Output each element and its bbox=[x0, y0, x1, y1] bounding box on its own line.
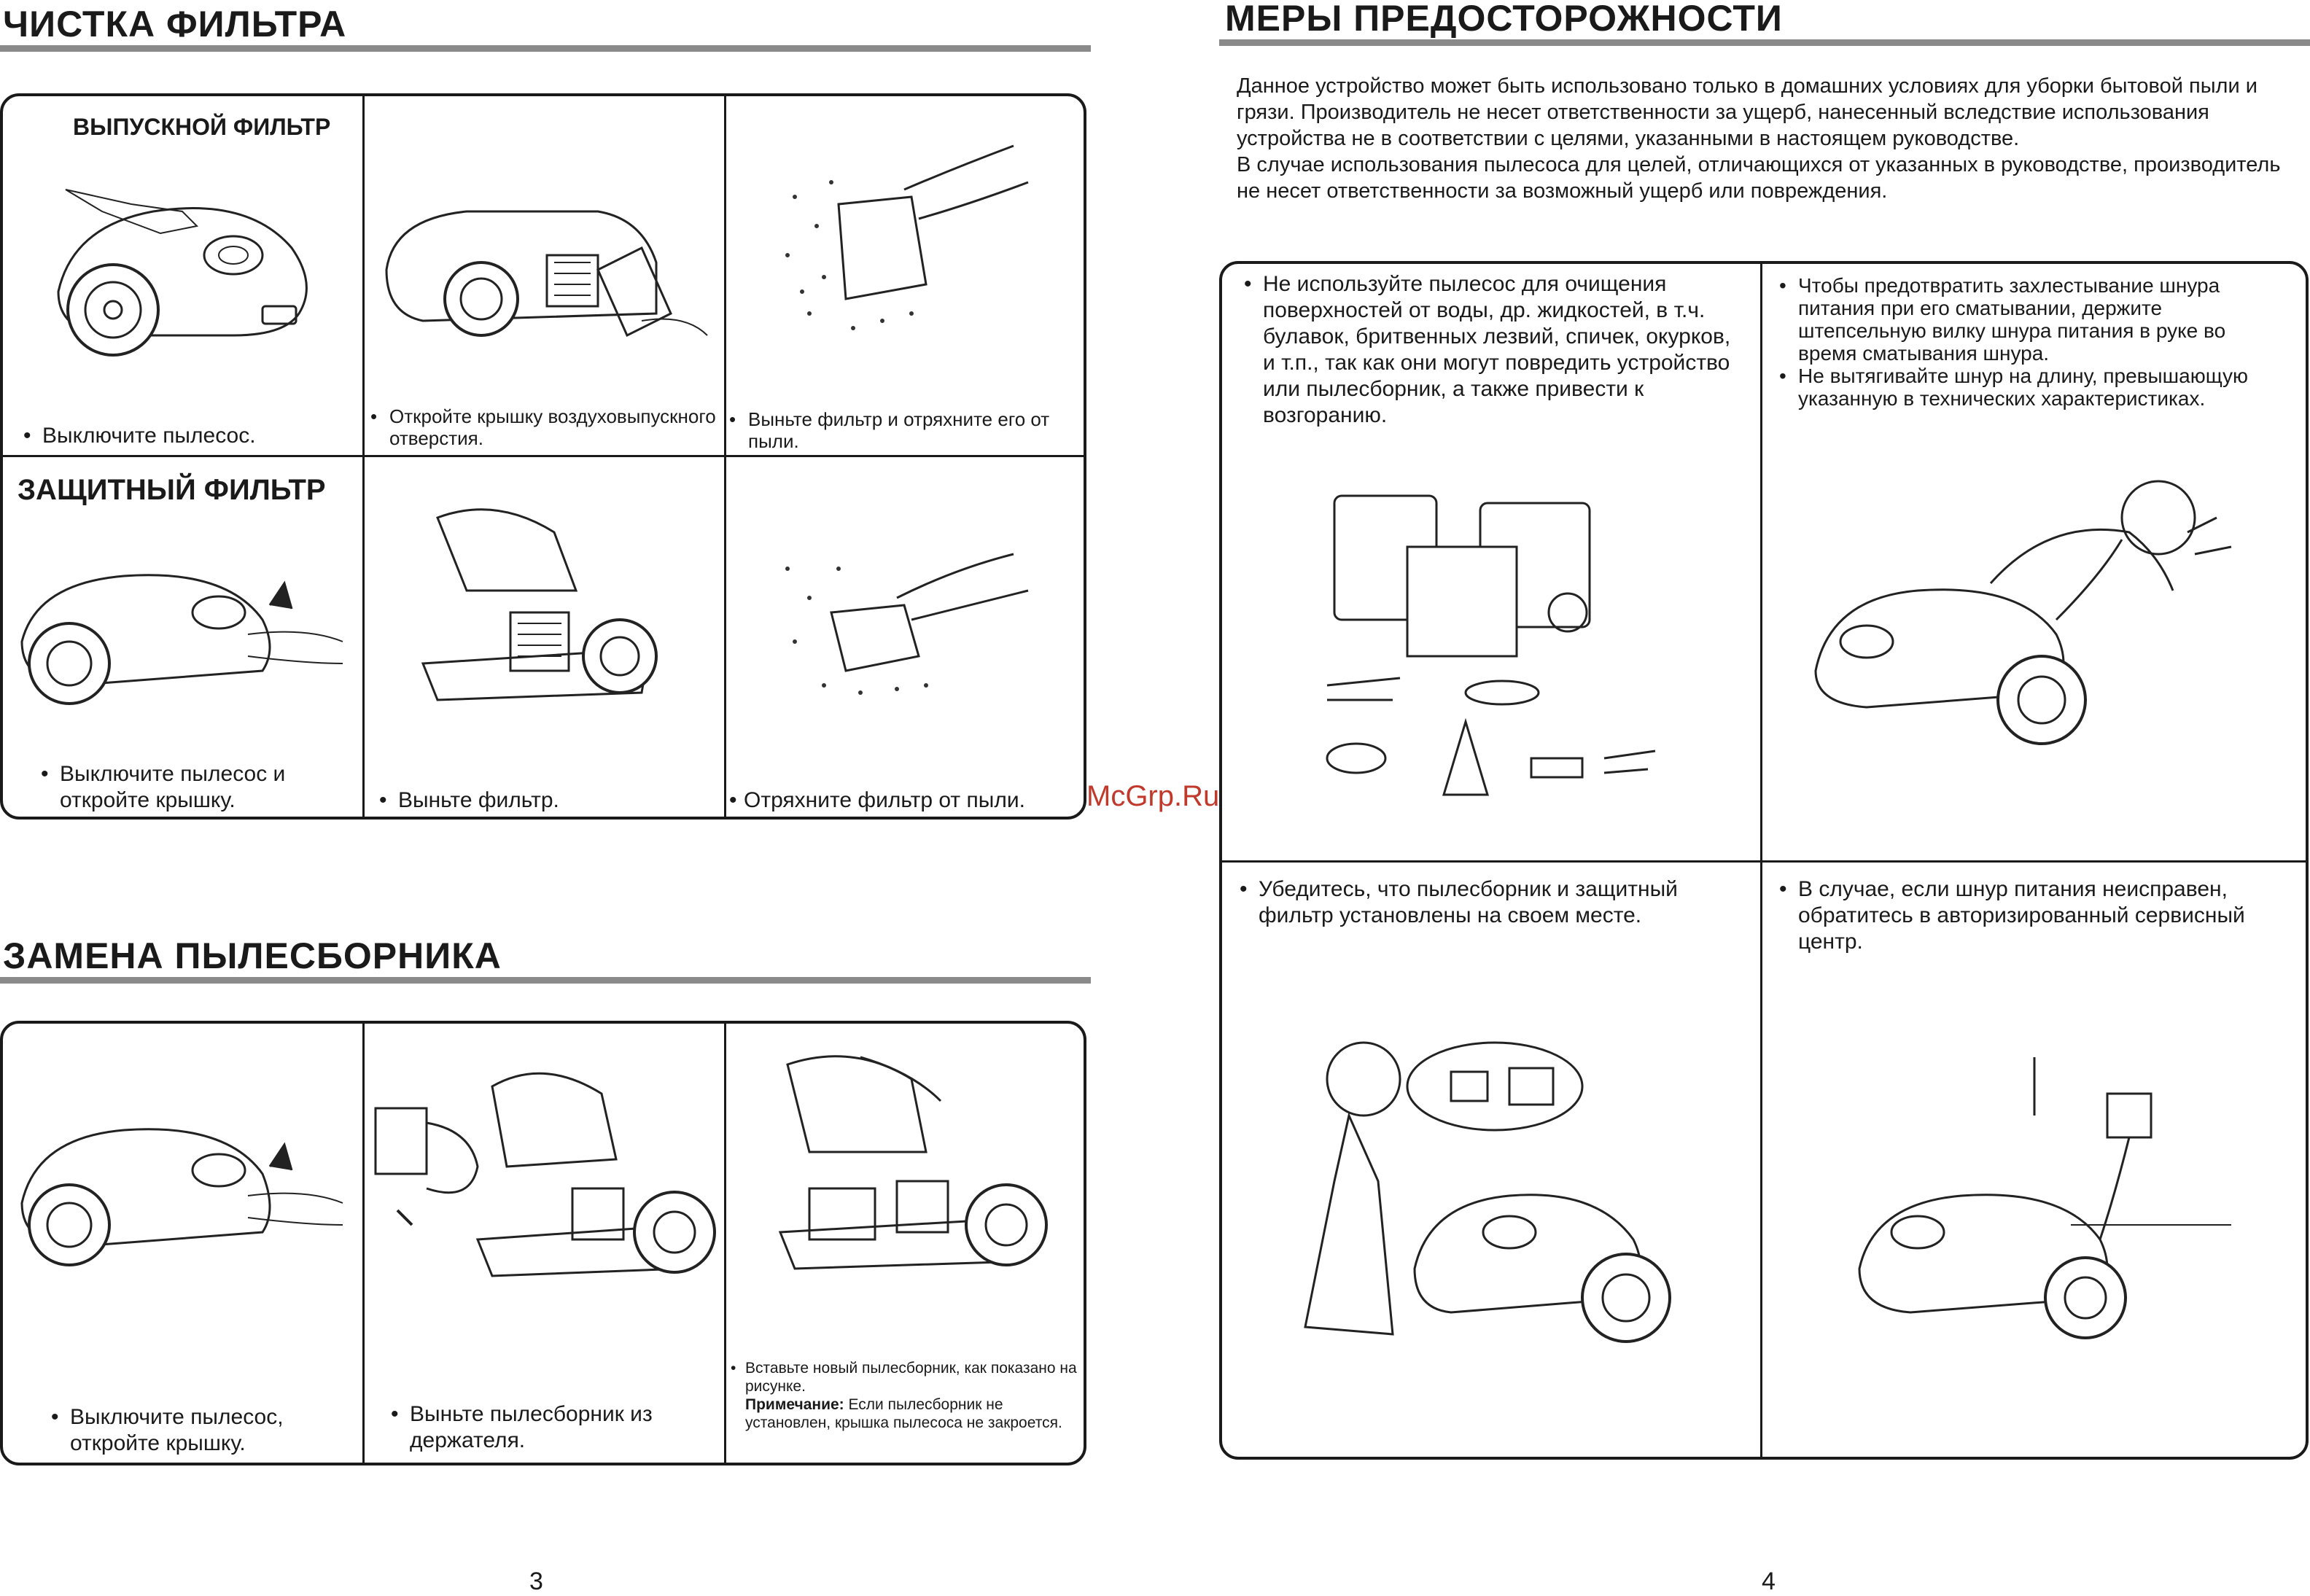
vacuum-open-lid-illustration bbox=[15, 540, 350, 707]
title-rule bbox=[0, 977, 1091, 984]
note-label: Примечание: bbox=[745, 1396, 844, 1413]
shake-protective-filter-illustration bbox=[766, 540, 1057, 715]
divider bbox=[1221, 860, 2307, 863]
precaution-text: • В случае, если шнур питания неисправен, обратитесь в авторизированный сервисный центр. bbox=[1779, 877, 2245, 954]
watermark: McGrp.Ru bbox=[1086, 780, 1220, 812]
step-caption: • Вставьте новый пылесборник, как показано на рисунке. Примечание: Если пылесборник не установлен, крышка пылесоса не закроется. bbox=[731, 1360, 1077, 1431]
title-rule bbox=[0, 45, 1091, 52]
open-exhaust-cover-illustration bbox=[379, 190, 715, 350]
step-caption: • Выключите пылесос, откройте крышку. bbox=[51, 1405, 284, 1455]
page-number: 4 bbox=[1762, 1568, 1776, 1595]
step-caption: • Выньте пылесборник из держателя. bbox=[391, 1402, 653, 1452]
filter-cleaning-title: ЧИСТКА ФИЛЬТРА bbox=[3, 4, 347, 44]
exhaust-filter-label: ВЫПУСКНОЙ ФИЛЬТР bbox=[73, 114, 331, 140]
precaution-text: • Не используйте пылесос для очищения поверхностей от воды, др. жидкостей, в т.ч. булавок, бритвенных лезвий, спичек, окурков, и т.п., так как они могут повредить устройство или пылесборник, а также привести к возгоранию. bbox=[1244, 272, 1731, 427]
title-rule bbox=[1219, 39, 2310, 46]
cord-rewind-illustration bbox=[1808, 474, 2290, 780]
remove-bag-illustration bbox=[368, 1043, 718, 1305]
divider bbox=[724, 1022, 726, 1464]
remove-filter-illustration bbox=[408, 488, 685, 722]
hazards-illustration bbox=[1312, 481, 1706, 809]
step-caption: • Выключите пылесос. bbox=[23, 424, 256, 448]
bag-replacement-title: ЗАМЕНА ПЫЛЕСБОРНИКА bbox=[3, 935, 502, 976]
precaution-text: • Убедитесь, что пылесборник и защитный фильтр установлены на своем месте. bbox=[1240, 877, 1678, 927]
step-caption: • Выньте фильтр и отряхните его от пыли. bbox=[729, 408, 1050, 452]
check-bag-illustration bbox=[1291, 1035, 1699, 1356]
step-caption: • Выключите пылесос и откройте крышку. bbox=[41, 762, 286, 812]
step-caption: • Отряхните фильтр от пыли. bbox=[729, 788, 1025, 812]
protective-filter-label: ЗАЩИТНЫЙ ФИЛЬТР bbox=[18, 474, 326, 506]
precaution-text: • Чтобы предотвратить захлестывание шнура питания при его сматывании, держите штепсельную вилку шнура питания в руке во время сматывания шнура. • Не вытягивайте шнур на длину, превышающую указанную в технических характеристиках. bbox=[1779, 274, 2249, 410]
step-caption: • Выньте фильтр. bbox=[379, 788, 559, 812]
step-caption: • Откройте крышку воздуховыпускного отверстия. bbox=[370, 405, 716, 449]
precautions-title: МЕРЫ ПРЕДОСТОРОЖНОСТИ bbox=[1225, 0, 1783, 39]
shake-filter-illustration bbox=[766, 139, 1057, 357]
vacuum-illustration bbox=[44, 160, 321, 372]
divider bbox=[1, 455, 1085, 457]
vacuum-open-lid-illustration bbox=[15, 1094, 350, 1269]
page-number: 3 bbox=[529, 1568, 543, 1595]
faulty-cord-illustration bbox=[1852, 1050, 2231, 1342]
intro-text: Данное устройство может быть использовано только в домашних условиях для уборки бытовой пыли и грязи. Производитель не несет ответственности за ущерб, нанесенный вследствие использования устройства не в соответствии с целями, указанными в настоящем руководстве. В случае использования пылесоса для целей, отличающихся от указанных в руководстве, производитель не несет ответственности за возможный ущерб или повреждения. bbox=[1237, 74, 2281, 203]
divider bbox=[362, 1022, 365, 1464]
insert-bag-illustration bbox=[766, 1043, 1072, 1283]
